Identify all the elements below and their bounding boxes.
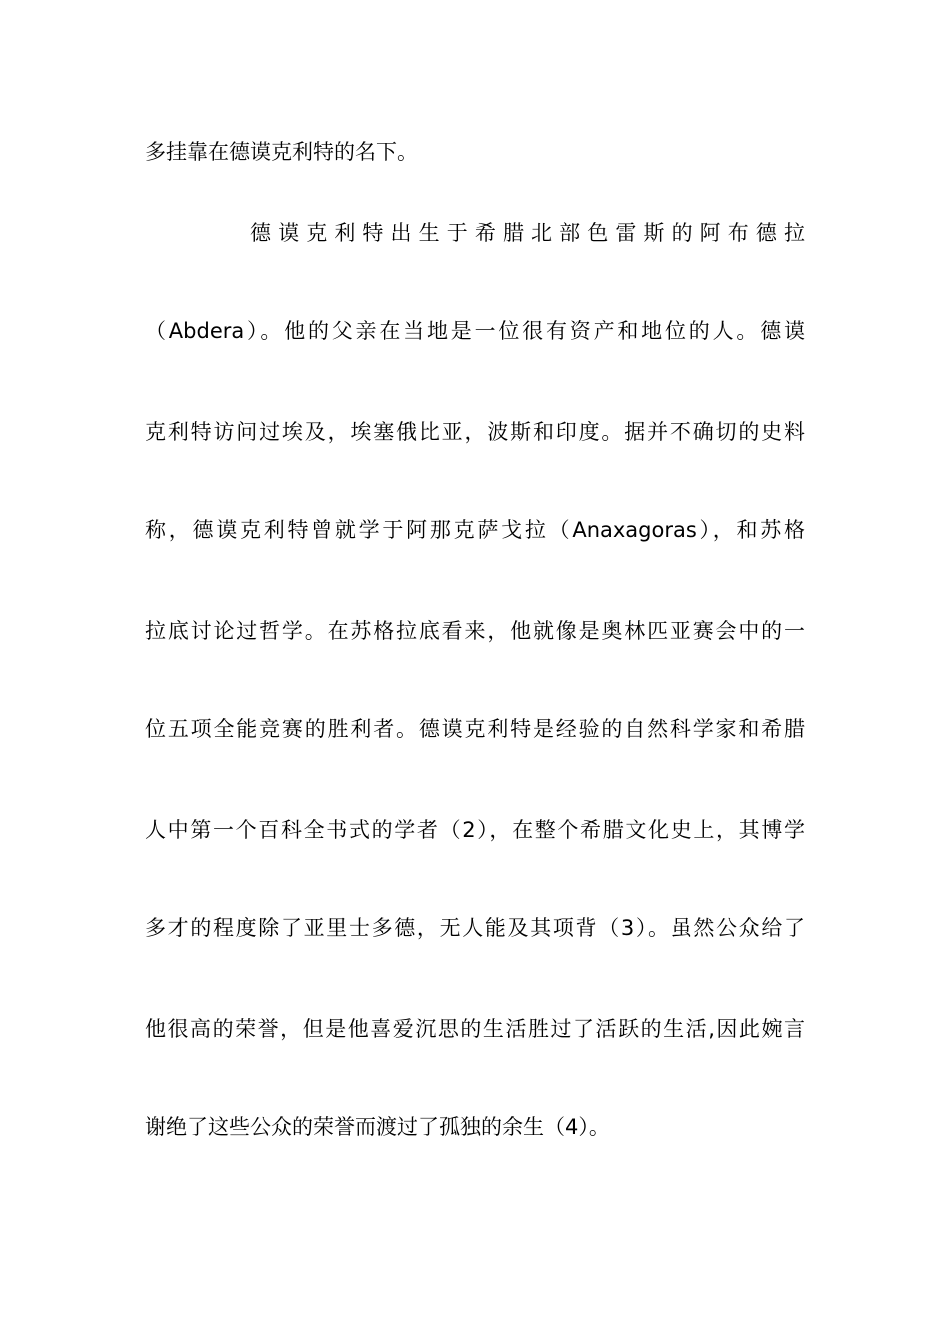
- text-line: 拉底讨论过哲学。在苏格拉底看来，他就像是奥林匹亚赛会中的一: [145, 619, 805, 643]
- text-line: 谢绝了这些公众的荣誉而渡过了孤独的余生（4）。: [145, 1115, 610, 1139]
- text-line: （Abdera）。他的父亲在当地是一位很有资产和地位的人。德谟: [145, 319, 805, 343]
- text-line: 他很高的荣誉，但是他喜爱沉思的生活胜过了活跃的生活,因此婉言: [145, 1017, 805, 1041]
- text-line: 位五项全能竞赛的胜利者。德谟克利特是经验的自然科学家和希腊: [145, 717, 805, 741]
- text-line: 多挂靠在德谟克利特的名下。: [145, 140, 418, 164]
- text-line: 德谟克利特出生于希腊北部色雷斯的阿布德拉: [250, 221, 805, 245]
- text-line: 称，德谟克利特曾就学于阿那克萨戈拉（Anaxagoras），和苏格: [145, 518, 805, 542]
- text-line: 多才的程度除了亚里士多德，无人能及其项背（3）。虽然公众给了: [145, 916, 805, 940]
- text-line: 人中第一个百科全书式的学者（2），在整个希腊文化史上，其博学: [145, 818, 805, 842]
- text-line: 克利特访问过埃及，埃塞俄比亚，波斯和印度。据并不确切的史料: [145, 420, 805, 444]
